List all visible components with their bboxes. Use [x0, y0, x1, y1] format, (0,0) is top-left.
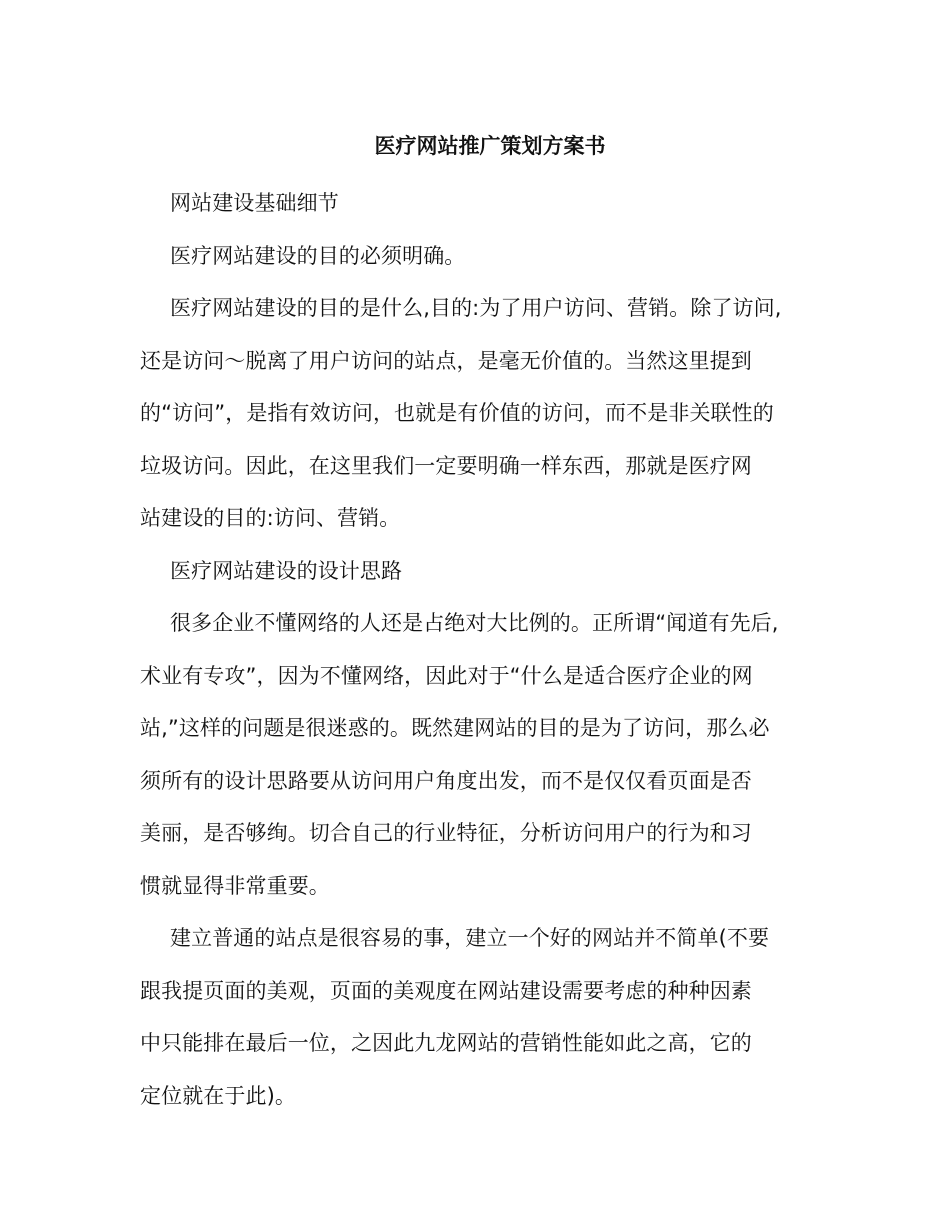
paragraph-line: 医疗网站建设的目的必须明确。 [170, 243, 466, 268]
paragraph-line: 还是访问～脱离了用户访问的站点，是毫无价值的。当然这里提到 [140, 348, 752, 373]
paragraph-line: 跟我提页面的美观，页面的美观度在网站建设需要考虑的种种因素 [140, 978, 752, 1003]
paragraph-line: 须所有的设计思路要从访问用户角度出发，而不是仅仅看页面是否 [140, 768, 752, 793]
paragraph-line: 的“访问”，是指有效访问，也就是有价值的访问，而不是非关联性的 [140, 401, 774, 425]
document-body [140, 177, 820, 1122]
paragraph-line: 很多企业不懂网络的人还是占绝对大比例的。正所谓“闻道有先后, [170, 611, 779, 635]
paragraph-line: 惯就显得非常重要。 [140, 873, 330, 898]
paragraph-line: 网站建设基础细节 [170, 191, 339, 215]
paragraph-line: 中只能排在最后一位，之因此九龙网站的营销性能如此之高，它的 [140, 1031, 752, 1055]
paragraph-line: 定位就在于此)。 [140, 1083, 296, 1108]
paragraph-line: 美丽，是否够绚。切合自己的行业特征，分析访问用户的行为和习 [140, 821, 752, 845]
paragraph-good-site [140, 912, 820, 1122]
document-title: 医疗网站推广策划方案书 [374, 134, 606, 158]
paragraph-line: 站建设的目的:访问、营销。 [140, 506, 401, 530]
paragraph-purpose-detail [140, 282, 820, 545]
paragraph-line: 站,”这样的问题是很迷惑的。既然建网站的目的是为了访问，那么必 [140, 716, 770, 740]
section-heading-basics [140, 177, 820, 230]
paragraph-line: 垃圾访问。因此，在这里我们一定要明确一样东西，那就是医疗网 [140, 453, 752, 478]
paragraph-line: 医疗网站建设的设计思路 [170, 558, 403, 583]
paragraph-line: 建立普通的站点是很容易的事，建立一个好的网站并不简单(不要 [170, 926, 770, 950]
paragraph-line: 术业有专攻”，因为不懂网络，因此对于“什么是适合医疗企业的网 [140, 663, 753, 688]
paragraph-design-detail [140, 597, 820, 912]
paragraph-purpose [140, 230, 820, 283]
section-heading-design [140, 545, 820, 598]
paragraph-line: 医疗网站建设的目的是什么,目的:为了用户访问、营销。除了访问, [170, 296, 782, 320]
